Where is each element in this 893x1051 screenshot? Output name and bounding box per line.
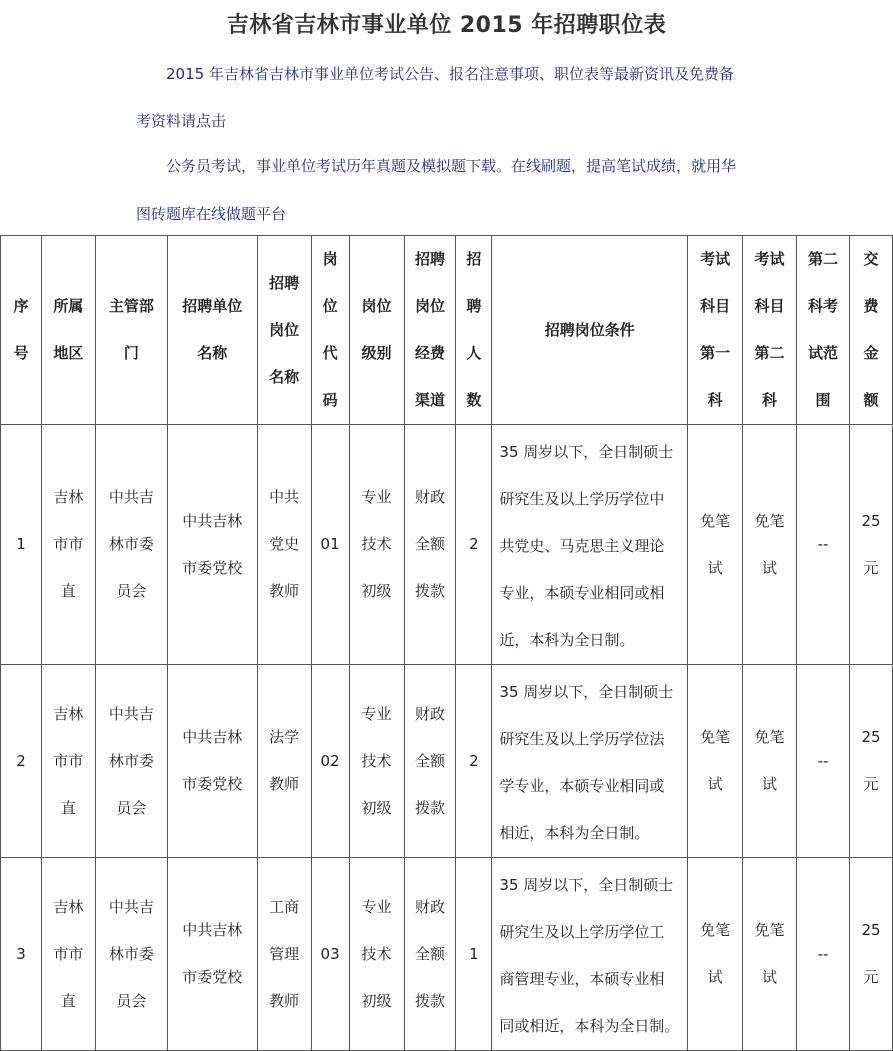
cell-code bbox=[311, 425, 349, 665]
cell-region bbox=[41, 665, 95, 858]
header-funding-text: 招聘 岗位 经费 渠道 bbox=[414, 250, 445, 409]
header-funding bbox=[404, 236, 456, 425]
cell-funding-text: 财政 全额 拨款 bbox=[414, 488, 445, 600]
header-subject2-text: 考试 科目 第二 科 bbox=[754, 250, 785, 409]
announcement-link-line1[interactable]: 2015 年吉林省吉林市事业单位考试公告、报名注意事项、职位表等最新资讯及免费备 bbox=[166, 65, 734, 83]
header-scope-text: 第二 科考 试范 围 bbox=[807, 250, 838, 409]
cell-code-text: 02 bbox=[320, 751, 340, 770]
cell-unit-text: 中共吉林 市委党校 bbox=[182, 921, 243, 986]
cell-fee bbox=[849, 425, 892, 665]
cell-subject2 bbox=[743, 665, 797, 858]
cell-subject1-text: 免笔 试 bbox=[700, 511, 731, 577]
cell-scope-text: -- bbox=[817, 751, 829, 770]
cell-post bbox=[257, 858, 311, 1051]
cell-funding bbox=[404, 665, 456, 858]
cell-code bbox=[311, 858, 349, 1051]
cell-code-text: 03 bbox=[320, 944, 340, 963]
cell-dept bbox=[95, 858, 167, 1051]
header-region bbox=[41, 236, 95, 425]
cell-no-text: 3 bbox=[16, 944, 26, 963]
cell-dept bbox=[95, 425, 167, 665]
cell-region bbox=[41, 425, 95, 665]
header-region-text: 所属 地区 bbox=[53, 297, 84, 362]
cell-scope-text: -- bbox=[817, 944, 829, 963]
header-subject1 bbox=[688, 236, 743, 425]
header-post-text: 招聘 岗位 名称 bbox=[269, 273, 300, 386]
cell-level-text: 专业 技术 初级 bbox=[361, 488, 392, 600]
cell-level-text: 专业 技术 初级 bbox=[361, 704, 392, 817]
cell-dept-text: 中共吉 林市委 员会 bbox=[108, 704, 154, 817]
cell-funding bbox=[404, 425, 456, 665]
header-level-text: 岗位 级别 bbox=[361, 297, 392, 362]
cell-level bbox=[349, 425, 404, 665]
header-unit-text: 招聘单位 名称 bbox=[182, 297, 243, 362]
table-row bbox=[1, 665, 893, 858]
announcement-link-line2[interactable]: 考资料请点击 bbox=[136, 112, 227, 130]
cell-unit bbox=[167, 425, 257, 665]
cell-unit-text: 中共吉林 市委党校 bbox=[182, 728, 243, 793]
cell-dept-text: 中共吉 林市委 员会 bbox=[108, 488, 154, 600]
cell-dept bbox=[95, 665, 167, 858]
question-bank-link-line2[interactable]: 图砖题库在线做题平台 bbox=[136, 205, 287, 223]
cell-fee bbox=[849, 665, 892, 858]
header-dept bbox=[95, 236, 167, 425]
cell-subject2 bbox=[743, 425, 797, 665]
cell-conditions-text: 35 周岁以下，全日制硕士 研究生及以上学历学位法 学专业，本硕专业相同或 相近，本科为全日制。 bbox=[499, 683, 674, 842]
cell-conditions bbox=[492, 665, 688, 858]
header-code-text: 岗 位 代 码 bbox=[322, 250, 338, 409]
cell-count-text: 1 bbox=[469, 944, 479, 963]
header-dept-text: 主管部 门 bbox=[108, 297, 154, 362]
cell-funding bbox=[404, 858, 456, 1051]
header-no bbox=[1, 236, 42, 425]
header-post bbox=[257, 236, 311, 425]
cell-scope bbox=[797, 858, 850, 1051]
cell-fee-text: 25 元 bbox=[861, 511, 881, 577]
cell-code bbox=[311, 665, 349, 858]
cell-subject1-text: 免笔 试 bbox=[700, 728, 731, 793]
question-bank-link-line1[interactable]: 公务员考试，事业单位考试历年真题及模拟题下载。在线刷题，提高笔试成绩，就用华 bbox=[166, 157, 737, 175]
cell-code-text: 01 bbox=[320, 535, 340, 553]
header-subject1-text: 考试 科目 第一 科 bbox=[700, 250, 731, 409]
cell-funding-text: 财政 全额 拨款 bbox=[414, 704, 445, 817]
header-count bbox=[456, 236, 492, 425]
cell-scope-text: -- bbox=[817, 535, 829, 553]
recruitment-table bbox=[0, 235, 893, 1051]
header-conditions-text: 招聘岗位条件 bbox=[544, 320, 635, 339]
header-code bbox=[311, 236, 349, 425]
cell-region-text: 吉林 市市 直 bbox=[53, 488, 84, 600]
cell-no bbox=[1, 858, 42, 1051]
cell-count bbox=[456, 425, 492, 665]
cell-conditions-text: 35 周岁以下，全日制硕士 研究生及以上学历学位中 共党史、马克思主义理论 专业，本硕专业相同或相 近，本科为全日制。 bbox=[499, 443, 674, 649]
header-row bbox=[1, 236, 893, 425]
cell-count-text: 2 bbox=[469, 751, 479, 770]
cell-post-text: 工商 管理 教师 bbox=[269, 897, 300, 1010]
cell-level bbox=[349, 858, 404, 1051]
header-no-text: 序 号 bbox=[13, 297, 29, 362]
cell-region-text: 吉林 市市 直 bbox=[53, 704, 84, 817]
cell-region bbox=[41, 858, 95, 1051]
cell-subject2-text: 免笔 试 bbox=[754, 511, 785, 577]
cell-fee-text: 25 元 bbox=[861, 728, 881, 793]
cell-no bbox=[1, 425, 42, 665]
cell-subject1 bbox=[688, 858, 743, 1051]
header-conditions bbox=[492, 236, 688, 425]
cell-post bbox=[257, 425, 311, 665]
header-fee bbox=[849, 236, 892, 425]
cell-level bbox=[349, 665, 404, 858]
cell-region-text: 吉林 市市 直 bbox=[53, 897, 84, 1010]
cell-count bbox=[456, 858, 492, 1051]
cell-subject1 bbox=[688, 425, 743, 665]
cell-post-text: 法学 教师 bbox=[269, 728, 300, 793]
cell-post-text: 中共 党史 教师 bbox=[269, 488, 300, 600]
header-fee-text: 交 费 金 额 bbox=[863, 250, 879, 409]
cell-conditions bbox=[492, 425, 688, 665]
cell-no-text: 1 bbox=[16, 535, 26, 553]
header-level bbox=[349, 236, 404, 425]
cell-unit bbox=[167, 665, 257, 858]
cell-scope bbox=[797, 425, 850, 665]
cell-subject1 bbox=[688, 665, 743, 858]
cell-scope bbox=[797, 665, 850, 858]
table-row bbox=[1, 425, 893, 665]
cell-count bbox=[456, 665, 492, 858]
cell-subject1-text: 免笔 试 bbox=[700, 921, 731, 986]
header-scope bbox=[797, 236, 850, 425]
cell-subject2-text: 免笔 试 bbox=[754, 921, 785, 986]
cell-no bbox=[1, 665, 42, 858]
cell-dept-text: 中共吉 林市委 员会 bbox=[108, 897, 154, 1010]
table-row bbox=[1, 858, 893, 1051]
cell-conditions bbox=[492, 858, 688, 1051]
cell-post bbox=[257, 665, 311, 858]
header-subject2 bbox=[743, 236, 797, 425]
cell-count-text: 2 bbox=[469, 535, 479, 553]
cell-level-text: 专业 技术 初级 bbox=[361, 897, 392, 1010]
cell-fee-text: 25 元 bbox=[861, 921, 881, 986]
header-unit bbox=[167, 236, 257, 425]
header-count-text: 招 聘 人 数 bbox=[466, 250, 482, 409]
cell-subject2 bbox=[743, 858, 797, 1051]
cell-no-text: 2 bbox=[16, 751, 26, 770]
cell-unit-text: 中共吉林 市委党校 bbox=[182, 511, 243, 577]
cell-conditions-text: 35 周岁以下，全日制硕士 研究生及以上学历学位工 商管理专业，本硕专业相 同或相近，本科为全日制。 bbox=[499, 876, 680, 1035]
cell-unit bbox=[167, 858, 257, 1051]
cell-subject2-text: 免笔 试 bbox=[754, 728, 785, 793]
cell-fee bbox=[849, 858, 892, 1051]
cell-funding-text: 财政 全额 拨款 bbox=[414, 897, 445, 1010]
page-title: 吉林省吉林市事业单位 2015 年招聘职位表 bbox=[226, 13, 667, 38]
